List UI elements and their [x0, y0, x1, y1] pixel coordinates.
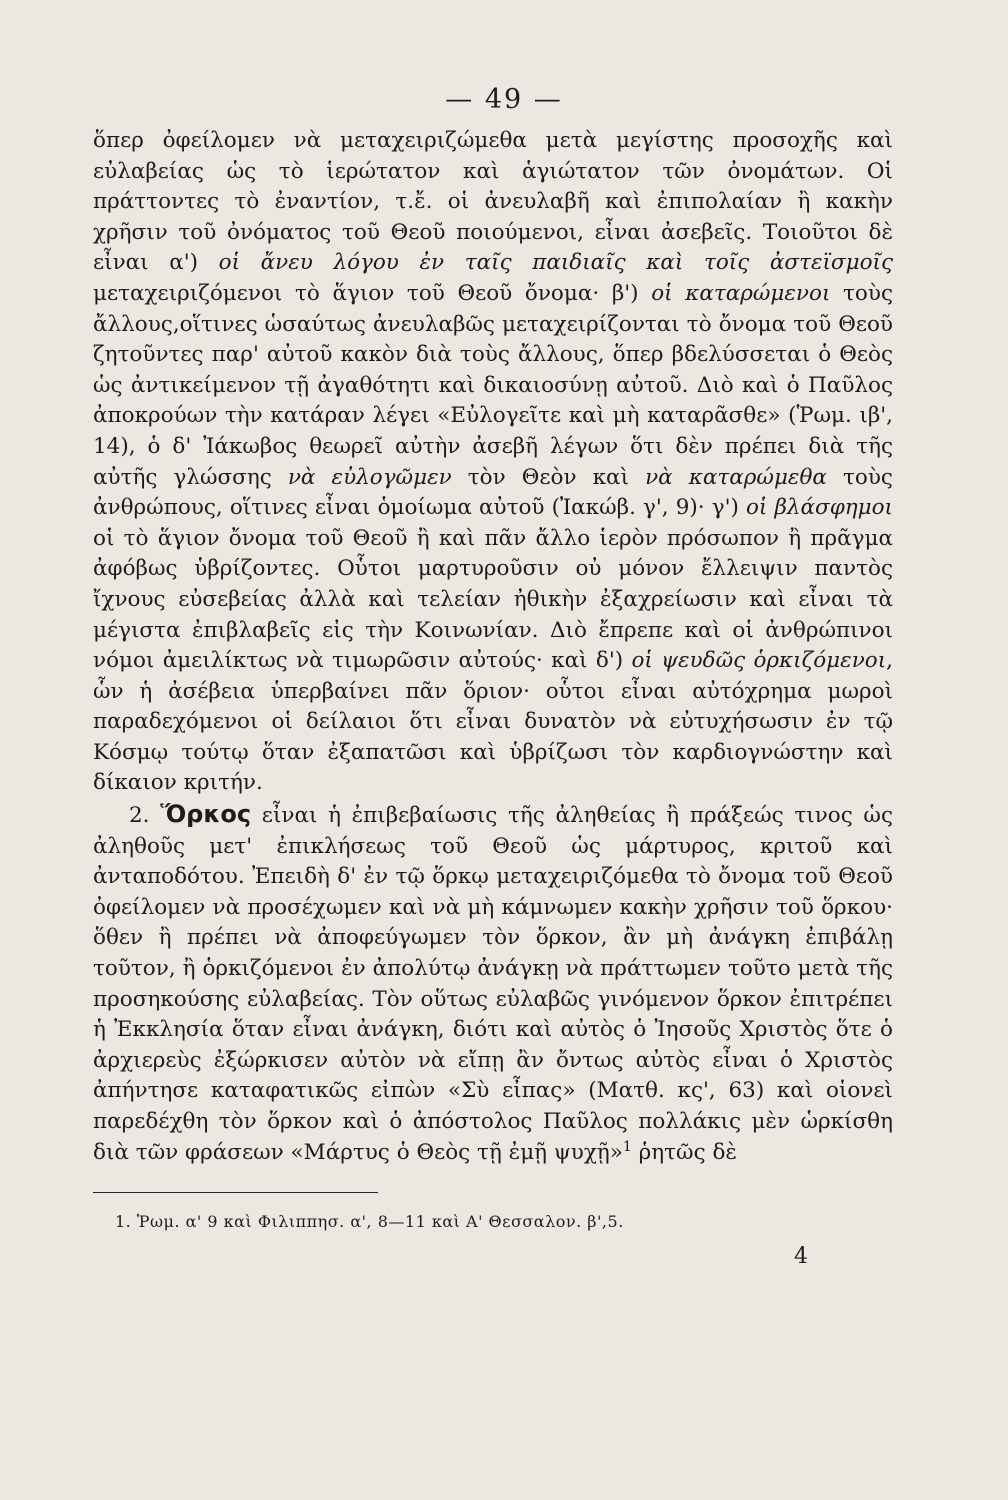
- item-number: 2.: [129, 803, 161, 829]
- text-run: μεταχειριζόμενοι τὸ ἅγιον τοῦ Θεοῦ ὄνομα· β'): [93, 280, 652, 306]
- text-run: τὸν Θεὸν καὶ: [451, 464, 646, 490]
- paragraph-1: [93, 126, 893, 799]
- italic-run: νὰ εὐλογῶμεν: [287, 464, 452, 490]
- text-run: τοὺς ἄλλους,οἵτινες ὡσαύτως ἀνευλαβῶς μεταχειρίζονται τὸ ὄνομα τοῦ Θεοῦ ζητοῦντες παρ' αὐτοῦ κακὸν διὰ τοὺς ἄλλους, ὅπερ βδελύσσεται ὁ Θεὸς ὡς ἀντικείμενον τῇ ἀγαθότητι καὶ δικαιοσύνῃ αὐτοῦ. Διὸ καὶ ὁ Παῦλος ἀποκρούων τὴν κατάραν λέγει «Εὐλογεῖτε καὶ μὴ καταρᾶσθε» (Ῥωμ. ιβ', 14), ὁ δ' Ἰάκωβος θεωρεῖ αὐτὴν ἀσεβῆ λέγων ὅτι δὲν πρέπει διὰ τῆς αὐτῆς γλώσσης: [93, 280, 893, 490]
- text-run: τοὺς ἀνθρώπους, οἵτινες εἶναι ὁμοίωμα αὐτοῦ (Ἰακώβ. γ', 9)· γ'): [93, 464, 893, 521]
- footnote: 1. Ῥωμ. α' 9 καὶ Φιλιππησ. α', 8—11 καὶ Α' Θεσσαλον. β',5.: [115, 1212, 624, 1231]
- italic-run: οἱ ἄνευ λόγου ἐν ταῖς παιδιαῖς καὶ τοῖς ἀστεϊσμοῖς: [218, 250, 893, 276]
- text-run: οἱ τὸ ἅγιον ὄνομα τοῦ Θεοῦ ἢ καὶ πᾶν ἄλλο ἱερὸν πρόσωπον ἢ πρᾶγμα ἀφόβως ὑβρίζοντες. Οὗτοι μαρτυροῦσιν οὐ μόνον ἔλλειψιν παντὸς ἴχνους εὐσεβείας ἀλλὰ καὶ τελείαν ἠθικὴν ἐξαχρείωσιν καὶ εἶναι τὰ μέγιστα ἐπιβλαβεῖς εἰς τὴν Κοινωνίαν. Διὸ ἔπρεπε καὶ οἱ ἀνθρώπινοι νόμοι ἀμειλίκτως νὰ τιμωρῶσιν αὐτούς· καὶ δ'): [93, 525, 893, 674]
- signature-mark: 4: [794, 1244, 808, 1269]
- italic-run: νὰ καταρώμεθα: [645, 464, 827, 490]
- text-run: ὅταν ἐξαπατῶσι καὶ ὑβρίζωσι τὸν καρδιογνώστην καὶ δίκαιον κριτήν.: [93, 739, 893, 796]
- page-number: — 49 —: [445, 84, 563, 115]
- footnote-divider: [93, 1192, 378, 1193]
- paragraph-2: [93, 799, 893, 1168]
- text-run: ῥητῶς δὲ: [631, 1139, 737, 1165]
- italic-run: οἱ καταρώμενοι: [651, 280, 831, 306]
- text-run: ὅπερ ὀφείλομεν νὰ μεταχειριζώμεθα μετὰ μεγίστης προσοχῆς καὶ εὐλαβείας ὡς τὸ ἱερώτατον καὶ ἁγιώτατον τῶν ὀνομάτων. Οἱ πράττοντες τὸ ἐναντίον, τ.ἔ. οἱ ἀνευλαβῆ καὶ ἐπιπολαίαν ἢ κακὴν χρῆσιν τοῦ ὀνόματος τοῦ Θεοῦ ποιούμενοι, εἶναι ἀσεβεῖς. Τοιοῦτοι δὲ εἶναι α'): [93, 128, 893, 276]
- italic-run: οἱ ψευδῶς ὁρκιζόμενοι: [631, 648, 887, 674]
- text-run: , ὧν ἡ ἀσέβεια ὑπερβαίνει πᾶν ὅριον· οὗτοι εἶναι αὐτόχρημα μωροὶ παραδεχόμενοι οἱ δείλαιοι ὅτι εἶναι δυνατὸν νὰ εὐτυχήσωσιν ἐν τῷ Κόσμῳ τούτῳ: [93, 648, 893, 765]
- italic-run: οἱ βλάσφημοι: [745, 495, 893, 521]
- footnote-marker: 1: [622, 1138, 632, 1155]
- body-text: [93, 126, 893, 1168]
- text-run: εἶναι ἡ ἐπιβεβαίωσις τῆς ἀληθείας ἢ πράξεώς τινος ὡς ἀληθοῦς μετ' ἐπικλήσεως τοῦ Θεοῦ ὡς μάρτυρος, κριτοῦ καὶ ἀνταποδότου. Ἐπειδὴ δ' ἐν τῷ ὅρκῳ μεταχειριζόμεθα τὸ ὄνομα τοῦ Θεοῦ ὀφείλομεν νὰ προσέχωμεν καὶ νὰ μὴ κάμνωμεν κακὴν χρῆσιν τοῦ ὅρκου· ὅθεν ἢ πρέπει νὰ ἀποφεύγωμεν τὸν ὅρκον, ἂν μὴ ἀνάγκη ἐπιβάλῃ τοῦτον, ἢ ὁρκιζόμενοι ἐν ἀπολύτῳ ἀνάγκῃ νὰ πράττωμεν τοῦτο μετὰ τῆς προσηκούσης εὐλαβείας. Τὸν οὕτως εὐλαβῶς γινόμενον ὅρκον ἐπιτρέπει ἡ Ἐκκλησία ὅταν εἶναι ἀνάγκη, διότι καὶ αὐτὸς ὁ Ἰησοῦς Χριστὸς ὅτε ὁ ἀρχιερεὺς ἐξώρκισεν αὐτὸν νὰ εἴπῃ ἂν ὄντως αὐτὸς εἶναι ὁ Χριστὸς ἀπήντησε καταφατικῶς εἰπὼν «Σὺ εἶπας» (Ματθ. κς', 63) καὶ οἱονεὶ παρεδέχθη τὸν ὅρκον καὶ ὁ ἀπόστολος Παῦλος πολλάκις μὲν ὡρκίσθη διὰ τῶν φράσεων «Μάρτυς ὁ Θεὸς τῇ ἐμῇ ψυχῇ»: [93, 803, 893, 1165]
- heading-word: Ὅρκος: [160, 800, 252, 829]
